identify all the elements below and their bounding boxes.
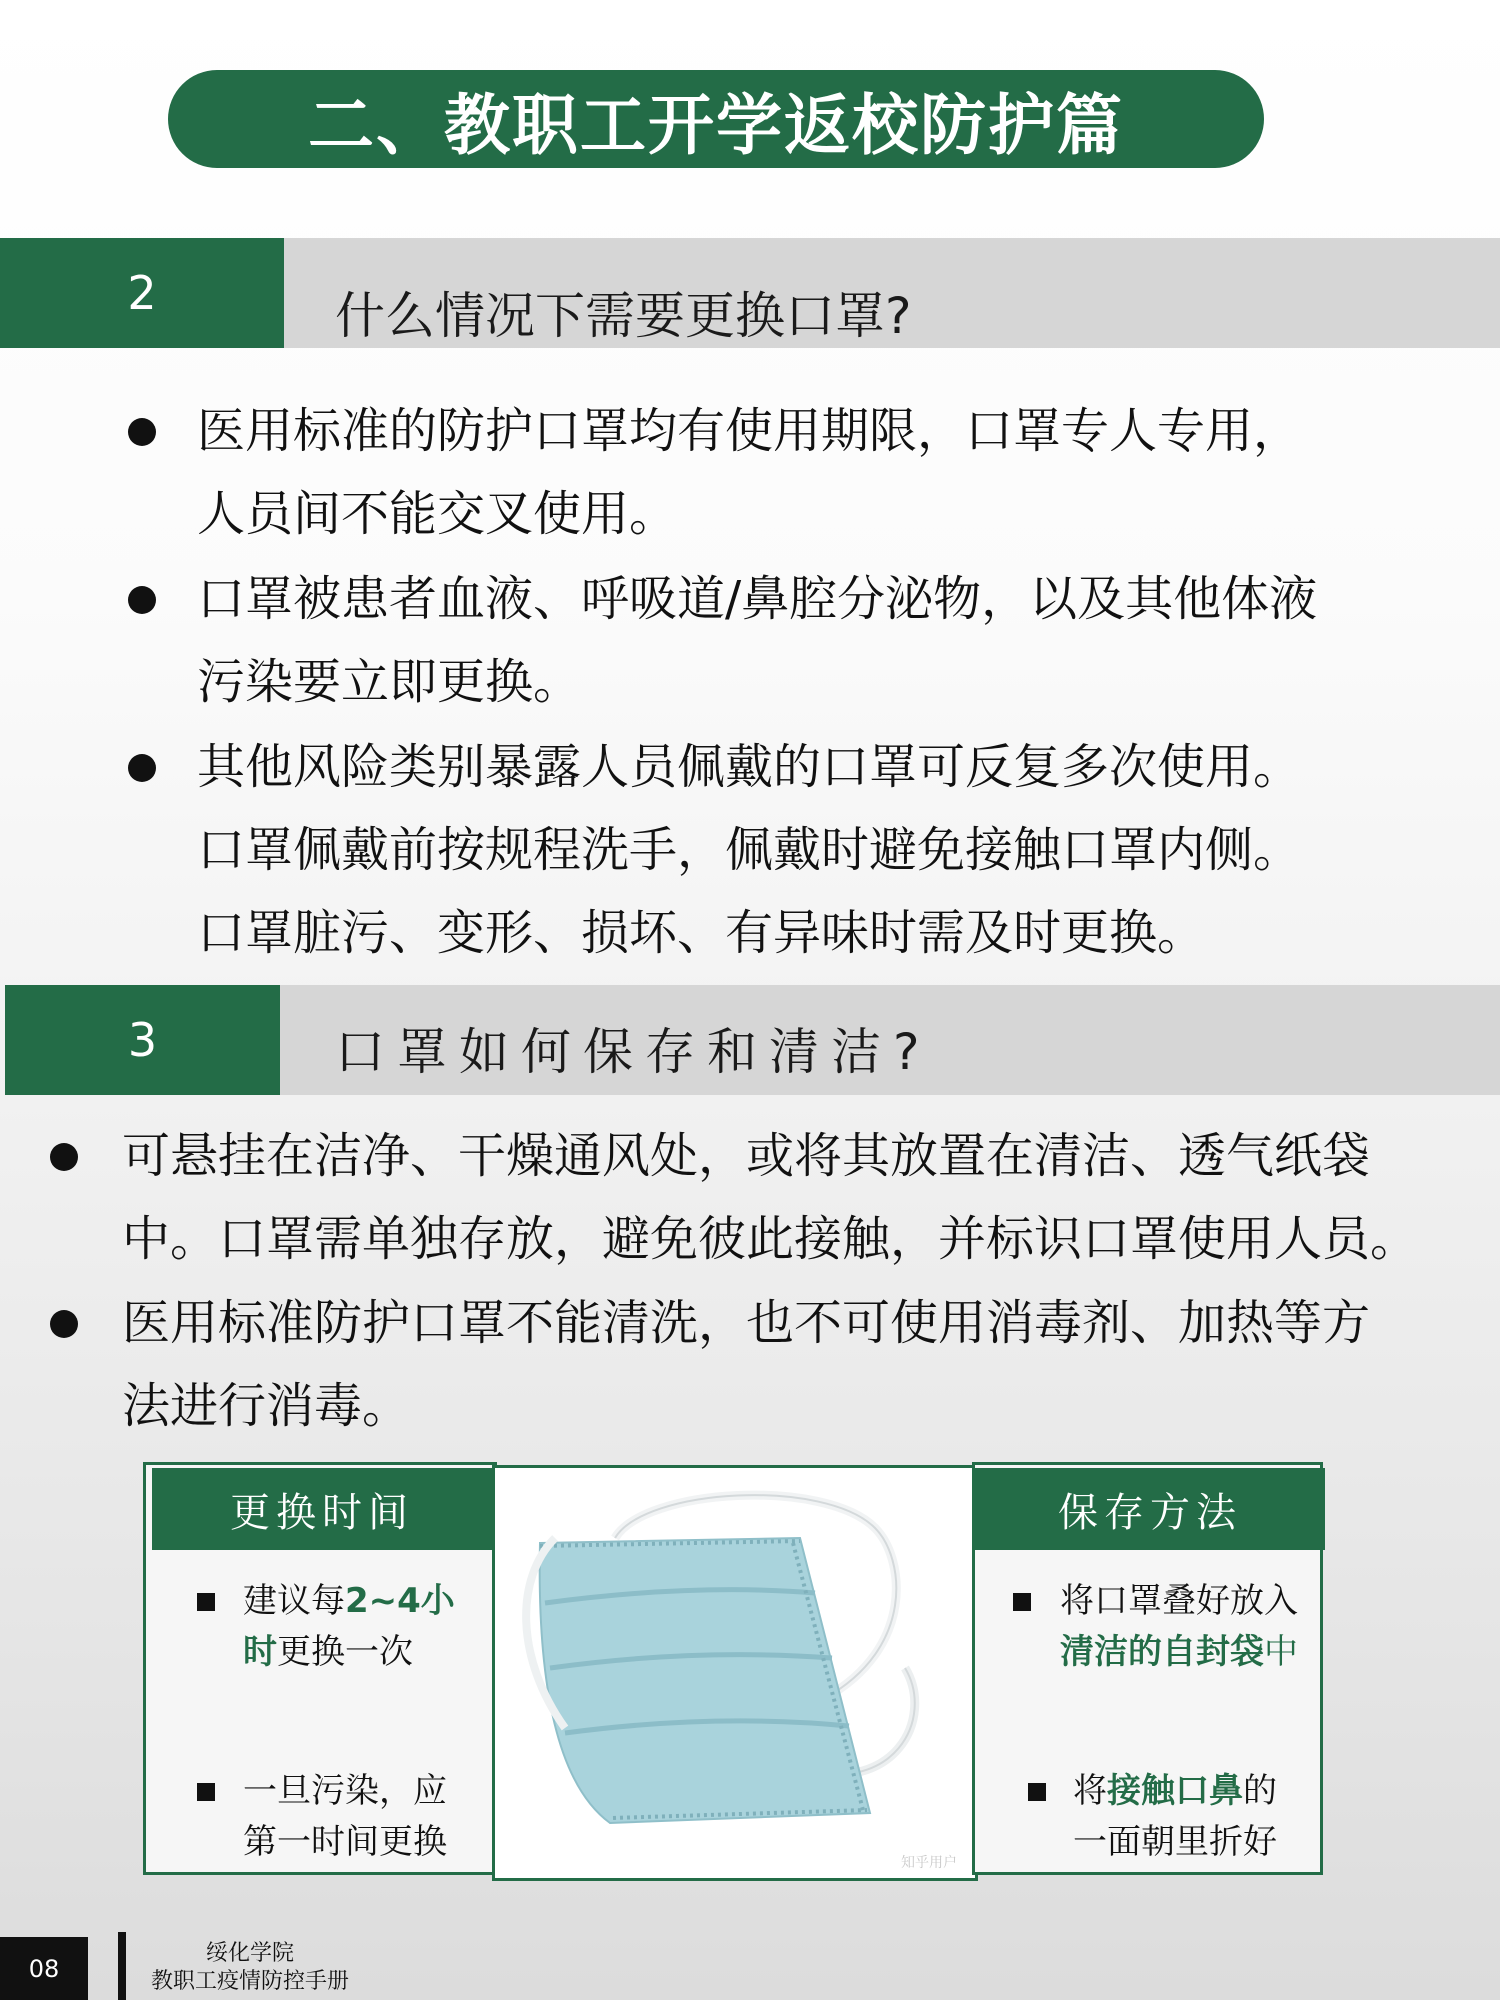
footer-divider — [118, 1932, 126, 2000]
image-watermark: 知乎用户 — [901, 1855, 957, 1871]
text-line: 人员间不能交叉使用。 — [197, 486, 678, 542]
footer-line-1: 绥化学院 — [205, 1941, 294, 1966]
section-3-title: 口罩如何保存和清洁? — [335, 1023, 932, 1081]
change-time-item-1 — [243, 1576, 473, 1678]
text: 更换一次 — [277, 1632, 413, 1672]
storage-item-1 — [1060, 1576, 1320, 1678]
highlight: 接触口鼻 — [1107, 1771, 1243, 1811]
text: 建议每 — [243, 1581, 345, 1621]
change-time-item-2 — [243, 1766, 473, 1868]
section-2-number: 2 — [0, 238, 284, 348]
panel-change-time-header: 更换时间 — [152, 1468, 492, 1550]
section-2-bullet-3 — [197, 726, 1301, 975]
text-line: 第一时间更换 — [243, 1822, 447, 1862]
section-3-bullet-2 — [122, 1282, 1370, 1448]
text-line: 医用标准的防护口罩均有使用期限，口罩专人专用， — [197, 403, 1302, 459]
text: 中 — [1264, 1632, 1298, 1672]
text: 的 — [1243, 1771, 1277, 1811]
square-bullet — [1013, 1593, 1031, 1611]
square-bullet — [1028, 1783, 1046, 1801]
section-3-number: 3 — [5, 985, 280, 1095]
text-line: 一旦污染，应 — [243, 1771, 447, 1811]
text-line: 将口罩叠好放入 — [1060, 1581, 1298, 1621]
section-2-bullet-1 — [197, 390, 1301, 556]
text-line: 医用标准防护口罩不能清洗，也不可使用消毒剂、加热等方 — [122, 1295, 1371, 1351]
square-bullet — [197, 1593, 215, 1611]
text: 将 — [1073, 1771, 1107, 1811]
text-line: 口罩脏污、变形、损坏、有异味时需及时更换。 — [197, 905, 1206, 961]
text-line: 法进行消毒。 — [122, 1378, 411, 1434]
mask-image — [492, 1465, 978, 1881]
text-line: 口罩佩戴前按规程洗手，佩戴时避免接触口罩内侧。 — [197, 822, 1302, 878]
bullet-dot — [128, 586, 156, 614]
section-2-title: 什么情况下需要更换口罩? — [335, 287, 912, 345]
page-title: 二、教职工开学返校防护篇 — [308, 86, 1124, 164]
page-title-banner — [168, 70, 1264, 168]
bullet-dot — [50, 1310, 78, 1338]
storage-item-2 — [1073, 1766, 1313, 1868]
section-2-bullet-2 — [197, 558, 1317, 724]
page-number: 08 — [0, 1937, 88, 2000]
highlight: 清洁的自封袋 — [1060, 1632, 1264, 1672]
footer-text — [140, 1940, 360, 1996]
footer-line-2: 教职工疫情防控手册 — [150, 1969, 349, 1994]
text-line: 中。口罩需单独存放，避免彼此接触，并标识口罩使用人员。 — [122, 1211, 1419, 1267]
text-line: 一面朝里折好 — [1073, 1822, 1277, 1862]
bullet-dot — [128, 418, 156, 446]
text-line: 可悬挂在洁净、干燥通风处，或将其放置在清洁、透气纸袋 — [122, 1128, 1371, 1184]
highlight: 时 — [243, 1632, 277, 1672]
surgical-mask-icon — [495, 1468, 975, 1878]
text-line: 污染要立即更换。 — [197, 654, 582, 710]
panel-storage-method-header: 保存方法 — [975, 1468, 1325, 1550]
bullet-dot — [128, 754, 156, 782]
text-line: 口罩被患者血液、呼吸道/鼻腔分泌物，以及其他体液 — [197, 571, 1318, 627]
text-line: 其他风险类别暴露人员佩戴的口罩可反复多次使用。 — [197, 739, 1302, 795]
bullet-dot — [50, 1143, 78, 1171]
section-3-bullet-1 — [122, 1115, 1418, 1281]
highlight: 2~4小 — [345, 1581, 455, 1621]
square-bullet — [197, 1783, 215, 1801]
